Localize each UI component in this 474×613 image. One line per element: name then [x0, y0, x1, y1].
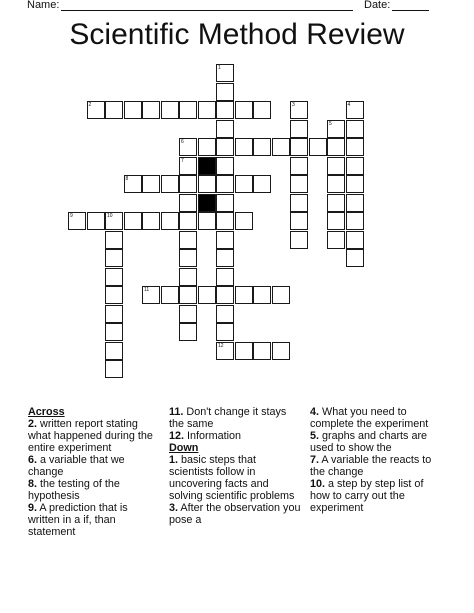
grid-cell[interactable]: [179, 138, 197, 156]
grid-cell[interactable]: [179, 249, 197, 267]
grid-cell[interactable]: [105, 286, 123, 304]
grid-cell[interactable]: [105, 360, 123, 378]
clue-number: 8: [125, 176, 129, 182]
grid-cell[interactable]: [161, 286, 179, 304]
clue: [310, 406, 444, 430]
clue: [169, 502, 303, 526]
grid-cell[interactable]: [216, 83, 234, 101]
grid-cell[interactable]: [346, 249, 364, 267]
clue-number: 7.: [310, 454, 320, 466]
grid-cell[interactable]: [142, 175, 160, 193]
grid-cell[interactable]: [290, 231, 308, 249]
grid-cell[interactable]: [68, 212, 86, 230]
clue-number: 12.: [169, 430, 185, 442]
grid-cell[interactable]: [87, 101, 105, 119]
grid-cell[interactable]: [235, 101, 253, 119]
grid-cell[interactable]: [290, 175, 308, 193]
clue-number: 10: [107, 213, 113, 219]
page-title: Scientific Method Review: [69, 18, 405, 51]
grid-cell[interactable]: [179, 305, 197, 323]
clue: [310, 430, 444, 454]
clue-number: 5: [329, 120, 332, 127]
grid-cell[interactable]: [346, 212, 364, 230]
clue-text: After the observation you pose a: [169, 502, 301, 526]
grid-cell[interactable]: [216, 342, 234, 360]
clue-text: A variable the reacts to the change: [310, 454, 432, 478]
grid-cell[interactable]: [124, 175, 142, 193]
grid-cell[interactable]: [253, 138, 271, 156]
clue-number: 3: [292, 102, 295, 108]
grid-cell[interactable]: [216, 212, 234, 230]
grid-cell[interactable]: [346, 175, 364, 193]
grid-cell[interactable]: [272, 342, 290, 360]
clue-number: 4: [347, 102, 351, 108]
clue-number: 8.: [28, 478, 38, 490]
clue-number: 9.: [28, 502, 38, 514]
grid-cell[interactable]: [327, 194, 345, 212]
date-label: Date:: [364, 0, 391, 11]
clue-text: graphs and charts are used to show the: [310, 430, 428, 454]
grid-cell[interactable]: [105, 231, 123, 249]
grid-cell[interactable]: [290, 120, 308, 138]
name-label: Name:: [27, 0, 60, 11]
grid-cell[interactable]: [216, 305, 234, 323]
grid-cell[interactable]: [105, 323, 123, 341]
grid-cell[interactable]: [105, 212, 123, 230]
clue-number: 11.: [169, 406, 184, 418]
clue-number: 6: [181, 139, 184, 145]
clue-number: 7: [181, 157, 184, 164]
grid-cell[interactable]: [179, 286, 197, 304]
grid-cell[interactable]: [216, 138, 234, 156]
grid-cell[interactable]: [105, 342, 123, 360]
grid-cell[interactable]: [142, 286, 160, 304]
clue-number: 4.: [310, 406, 320, 418]
black-cell: [198, 194, 216, 212]
clue-number: 3.: [169, 502, 179, 514]
grid-cell[interactable]: [216, 286, 234, 304]
clue-heading: Down: [169, 442, 199, 454]
grid-cell[interactable]: [327, 120, 345, 138]
grid-cell[interactable]: [253, 175, 271, 193]
clue: [28, 502, 160, 538]
grid-cell[interactable]: [142, 101, 160, 119]
grid-cell[interactable]: [290, 194, 308, 212]
clues-column-2: [169, 406, 303, 526]
grid-cell[interactable]: [327, 175, 345, 193]
grid-cell[interactable]: [179, 212, 197, 230]
grid-cell[interactable]: [346, 120, 364, 138]
grid-cell[interactable]: [105, 268, 123, 286]
clue-number: 11: [144, 287, 150, 293]
grid-cell[interactable]: [216, 101, 234, 119]
grid-cell[interactable]: [346, 138, 364, 156]
grid-cell[interactable]: [124, 101, 142, 119]
clue-number: 1.: [169, 454, 179, 466]
grid-cell[interactable]: [235, 175, 253, 193]
clue-text: Don't change it stays the same: [169, 406, 287, 430]
grid-cell[interactable]: [179, 157, 197, 175]
grid-cell[interactable]: [161, 212, 179, 230]
grid-cell[interactable]: [253, 342, 271, 360]
clues-column-1: [28, 406, 160, 538]
clue: [28, 478, 160, 502]
clue-text: a variable that we change: [28, 454, 125, 478]
grid-cell[interactable]: [235, 138, 253, 156]
grid-cell[interactable]: [327, 212, 345, 230]
grid-cell[interactable]: [272, 138, 290, 156]
grid-cell[interactable]: [272, 286, 290, 304]
grid-cell[interactable]: [290, 138, 308, 156]
clue-text: the testing of the hypothesis: [28, 478, 120, 502]
grid-cell[interactable]: [216, 157, 234, 175]
grid-cell[interactable]: [198, 212, 216, 230]
grid-cell[interactable]: [161, 101, 179, 119]
clue: [310, 454, 444, 478]
grid-cell[interactable]: [216, 175, 234, 193]
clue-heading: Across: [28, 406, 65, 418]
clue: [28, 418, 160, 454]
clue-number: 12: [218, 342, 224, 349]
grid-cell[interactable]: [253, 286, 271, 304]
grid-cell[interactable]: [179, 231, 197, 249]
grid-cell[interactable]: [290, 157, 308, 175]
grid-cell[interactable]: [253, 101, 271, 119]
grid-cell[interactable]: [87, 212, 105, 230]
clue-text: written report stating what happened during the entire experiment: [28, 418, 153, 454]
grid-cell[interactable]: [327, 157, 345, 175]
grid-cell[interactable]: [105, 101, 123, 119]
grid-cell[interactable]: [216, 120, 234, 138]
black-cell: [198, 157, 216, 175]
grid-cell[interactable]: [346, 231, 364, 249]
clue-number: 9: [70, 213, 73, 219]
grid-cell[interactable]: [179, 323, 197, 341]
clue-text: a step by step list of how to carry out the experiment: [310, 478, 424, 514]
grid-cell[interactable]: [124, 212, 142, 230]
clue-number: 2: [88, 102, 92, 108]
clue: [28, 454, 160, 478]
clue: [310, 478, 444, 514]
grid-cell[interactable]: [327, 138, 345, 156]
grid-cell[interactable]: [179, 101, 197, 119]
grid-cell[interactable]: [179, 194, 197, 212]
clue-number: 1: [218, 65, 221, 71]
grid-cell[interactable]: [346, 157, 364, 175]
clue: [169, 430, 303, 442]
clue-number: 10.: [310, 478, 326, 490]
grid-cell[interactable]: [290, 101, 308, 119]
clue-number: 2.: [28, 418, 38, 430]
grid-cell[interactable]: [216, 249, 234, 267]
grid-cell[interactable]: [198, 286, 216, 304]
grid-cell[interactable]: [216, 194, 234, 212]
grid-cell[interactable]: [198, 138, 216, 156]
clue-number: 6.: [28, 454, 38, 466]
grid-cell[interactable]: [179, 175, 197, 193]
clue-text: What you need to complete the experiment: [310, 406, 429, 430]
grid-cell[interactable]: [235, 286, 253, 304]
grid-cell[interactable]: [216, 268, 234, 286]
clue-text: basic steps that scientists follow in uncovering facts and solving scientific problems: [169, 454, 295, 502]
grid-cell[interactable]: [161, 175, 179, 193]
clue-text: Information: [187, 430, 242, 442]
clue: [169, 406, 303, 430]
grid-cell[interactable]: [235, 342, 253, 360]
grid-cell[interactable]: [198, 101, 216, 119]
grid-cell[interactable]: [105, 249, 123, 267]
clue: [169, 454, 303, 502]
grid-cell[interactable]: [346, 194, 364, 212]
clue-number: 5.: [310, 430, 320, 442]
grid-cell[interactable]: [235, 212, 253, 230]
grid-cell[interactable]: [346, 101, 364, 119]
grid-cell[interactable]: [327, 231, 345, 249]
grid-cell[interactable]: [198, 175, 216, 193]
clues-column-3: [310, 406, 444, 514]
grid-cell[interactable]: [216, 231, 234, 249]
clue-text: A prediction that is written in a if, than statement: [28, 502, 128, 538]
grid-cell[interactable]: [105, 305, 123, 323]
grid-cell[interactable]: [216, 323, 234, 341]
grid-cell[interactable]: [309, 138, 327, 156]
grid-cell[interactable]: [290, 212, 308, 230]
grid-cell[interactable]: [216, 64, 234, 82]
grid-cell[interactable]: [142, 212, 160, 230]
grid-cell[interactable]: [179, 268, 197, 286]
